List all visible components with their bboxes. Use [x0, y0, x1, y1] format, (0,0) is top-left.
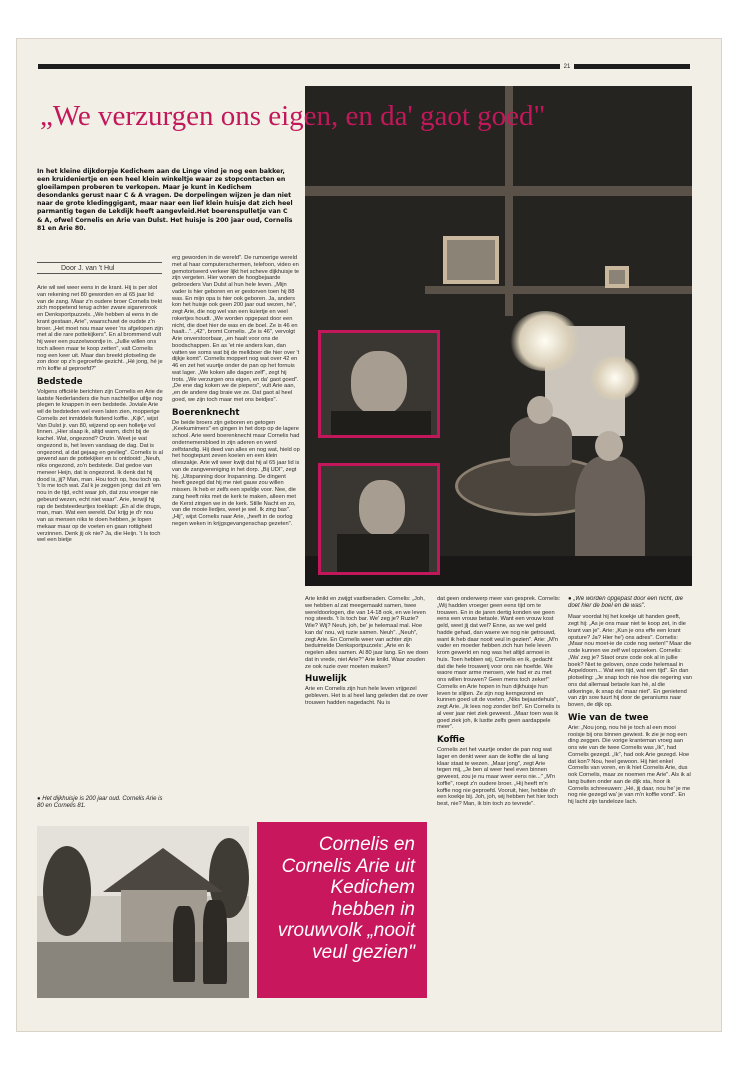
body-text: Cornelis zet het vuurtje onder de pan nog wat lager en denkt weer aan de koffie die al lang klaar staat te wezen. „Maar jong", zegt Arie tegen mij, „Je ben al weer heel even binnen geweest, zou je nu maar weer eens nie..." „M'n koffie", roept z'n oudere broer. „Hij heeft m'n koffie nog nie geproefd. Vooruit, hier, hebbie d'r een koekje bij. Joh, joh, wij hebben het hier toch best, nie? Man, ik bin toch zo tevrede".: [437, 747, 559, 807]
body-text: Volgens officiële berichten zijn Cornelis en Arie de laatste Nederlanders die hun nachtelijke uiltje nog plegen te knappen in een bedstede. Joviale Arie wil de bedsteden wel even laten zien, mopperige Cornelis zet inmiddels fluitend koffie. „Kijk", wijst Van Dulst jr. van 80, wijzend op een holletje vol linnen. „Hier slaap ik, altijd warm, dicht bij de kachel. Wat, ongezond? Onzin. Weet je wat ongezond is, het leven vandaag de dag. Dat is ongezond, al dat gejaag en gevlieg". Cornelis is al gewend aan de pottekijker en is ontdooid: „Neuh, niks ongezond, zo'n bedstede. Dat gedoe van meneer Heijn, dat is ongezond. Ik denk dat hij dood is, jij? Man, man. Hou toch op, hou toch op. 't Is me toch wat. Zal k je zeggen jong: dat zit 'em nou in de tijd, echt waar joh, dat zou vroeger nie gebeurd wezen, echt niet waar". Arie, terwijl hij rap de bedsteedeurtjes toeklapt: „En al die drugs, man, man. Wat een wereld. Da' krijg je d'r nou van as mensen niks te doen hebben, je lopen mekaar maar op de voeten en gaan rottigheid verzinnen. Denk jij ok nie? Ja, die Heijn. 't Is toch wel een bietje: [37, 388, 163, 544]
top-rule: [38, 64, 690, 69]
subheading-bedstede: Bedstede: [37, 376, 83, 387]
body-text: Arie: „Nou jong, nou hè je toch al een mooi rooisje bij ons binnen gewiest. Ik zie je nog een ding zeggen. Die vorige kranteman vroeg aan ons wie van de twee Cornelis was „Ik", had Cornelis gezegd. „Ik", had ook Arie gezegd. Hoe dat kon? Nou, heel gewoon. Hij hiet enkel Cornelis van voren, en ik hiet Cornelis Arie, dus ook Cornelis, maar ze noemen me Arie". Als ik al lang buiten onder aan de dijk sta, hoor ik Cornelis schreeuwen: „Hé, jij daar, nou he' je me nog nie gezegd wa' je van m'n koffie vond". En hij lacht zijn tandeloze lach.: [568, 724, 691, 806]
house-photo-caption: ● Het dijkhuisje is 200 jaar oud. Cornelis Arie is 80 en Cornelis 81.: [37, 796, 163, 810]
column-4: [437, 596, 561, 1000]
body-text: dat geen onderwerp meer van gesprek. Cornelis: „Wij hadden vroeger geen eens tijd om te trouwen. En in de jaren dertig konden we geen eens een vrouw betaole. Want een vrouw kost geld, weet jij dat wel? Enne, as we wel geld hadde gehad, dan waere we nog nie getrouwd, want ik heb daar nooit veul in gezien". Arie: „M'n vader en moeder hebben zich hun hele leven krom gewerkt en nog was het altijd armoei in huis. Toen hebben wij, Cornelis en ik, gedacht dat die hele trouwerij voor ons nie hoefde. We waore maor arme mensen, wie had er zu met ons willen trouwen? Geen mens toch zeker!" Cornelis en Arie hopen in hun dijkhuisje hun leven te slijten. Ze zijn nog kerngezond en kunnen goed uit de voeten. „Niks bejaardehuis", zegt Arie. „Ik lees nog zonder bril". En Cornelis is al veer jaar niet ziek geweest. „Maar toen was ik goed ziek joh, ik lustte zelfs geen aardappele meer".: [437, 596, 561, 731]
column-2: [172, 255, 300, 815]
body-text: De beide broers zijn geboren en getogen „Keekumimers" en gingen in het dorp op de lagere school. Arie werd boerenknecht maar Cornelis had ondernemersbloed in zijn aderen en werd zelfstandig. Hij deed van alles en nog wat, hield op het hoogtepunt zeven koeien en een klein olieszakje. Arie wil weer kwijt dat hij al 65 jaar lid is van de zangvereniging in het dorp. „Bij UDI", zegt hij. „Uitspanning door Inspanning. De dingent heeft gezegd dat hij me niet gauw zou willen missen. Ik heb er zelfs een speldje voor. Nee, die zang heeft niks met de kerk te maken, alleen met de Kerst zingen we in de kerk. Stille Nacht en zo, van die mooie liedjes, weet je wel. Ik zing bas". „Hij", wijst Cornelis naar Arie, „heeft in de oorlog negen weken in krijgsgevangenschap gezeten".: [172, 419, 300, 527]
interior-photo-caption: ● „We worden opgepast door een nicht, die doet hier de boel en de was".: [568, 596, 683, 610]
byline: Door J. van 't Hul: [37, 262, 162, 274]
body-text: Arie knikt en zwijgt vastberaden. Cornelis: „Joh, we hebben al zat meegemaakt samen, twee wereldoorlogen, die van 14-18 ook, en we leven nog steeds. 't Is toch bar. We' zeg je? Ruzie? Wie? Wij? Neuh, joh, be' je helemaal mal. Hoe kan da' nou, wij ruzie samen. Neuh". „Neuh", zegt Arie. En Cornelis weer van achter zijn beduimelde Denksportpuzzels: „Arie en ik regelen alles samen. Al 80 jaar lang. En we doen dat in vrede, niet Arie?" Arie knikt. Waar zouden ze ook ruzie over moeten maken?: [305, 596, 429, 670]
pull-quote: Cornelis en Cornelis Arie uit Kedichem hebben in vrouwvolk „nooit veul gezien": [257, 822, 427, 998]
portrait-inset-bottom: [318, 463, 440, 575]
column-3: [305, 596, 429, 818]
subheading-huwelijk: Huwelijk: [305, 674, 347, 685]
page-number: 21: [560, 63, 574, 71]
body-text: Arie en Cornelis zijn hun hele leven vrijgezel gebleven. Het is al heel lang geleden dat ze over trouwen hadden nagedacht. Nu is: [305, 686, 428, 706]
subheading-koffie: Koffie: [437, 735, 465, 745]
body-text: Arie wil wel weer eens in de krant. Hij is per slot van rekening net 80 geworden en al 65 jaar lid van de zang. Maar z'n oudere broer Cornelis trekt zich moppetend terug achter zware sigarenrook en Denksportpuzzels. „We hebben al eens in de krant gestaan, Arie", waarschuwt de oudste z'n broer. „Het moet nou maar weer 'ns afgelopen zijn met al die rare pottekijkers". En al brommend vult hij weer een puzzelwoordje in. „Jullie willen ons toch alleen maar te koop zetten", valt Cornelis nog een keer uit. Maar dan breekt plotseling de zon door op z'n gegroefde gezicht. „Hé jong, hé je m'n koffie al geproefd?": [37, 285, 163, 372]
intro-paragraph: In het kleine dijkdorpje Kedichem aan de Linge vind je nog een bakker, een kruideniertje en een heel klein winkeltje waar ze stopcontacten en gloeilampen proberen te verkopen. Maar je kunt in Kedichem desondanks gerust naar C & A vragen. De dorpelingen wijzen je dan niet naar de grote kledinggigant, maar naar een lief klein huisje dat zich heel parmantig tegen de Lekdijk heeft aangevleid.Het boerenspulletje van C & A, ofwel Cornelis en Arie van Dulst. Het huisje is 200 jaar oud, Cornelis 81 en Arie 80.: [37, 168, 293, 232]
house-photo: [37, 826, 249, 998]
headline: „We verzurgen ons eigen, en da' gaot goed": [40, 100, 546, 132]
portrait-inset-top: [318, 330, 440, 438]
subheading-wie-van-de-twee: Wie van de twee: [568, 712, 649, 723]
subheading-boerenknecht: Boerenknecht: [172, 407, 240, 418]
body-text: erg geworden in de wereld". De rumoerige wereld met al haar computerschermen, telefoon, video en gemotoriseerd verkeer lijkt het scheve dijkhuisje te zijn vergeten. Hier wonen de hoogbejaarde gebroeders Van Dulst al hun hele leven. „Mijn vader is hier geboren en er gestorven toen hij 88 was. En mijn opa is hier ook geboren. Ja, anders kon het huisje ook geen 200 jaar oud wezen, hè", zegt Arie, die nog wel van een kuiertje en veel rokertjes houdt. „We worden opgepast door een nicht, die doet hier de was en de boel. Ze is 46 en haalt...". „42", bromt Cornelis. „Ze is 46", vervolgt Arie onverstoorbaar, „en haalt voor ons de boodschappen. En as 'et nie anders kan, dan vatten we soms wat bij de melkboer die hier over 't dijkje komt". Cornelis moppert nog wat over 42 en 46 en zet het vuurtje onder de pan op het fornuis wat lager. „We koken alle dagen zelf", zegt hij trots. „We verzurgen ons eigen, en da' gaot goed". „De ene dag koken we de piepers", vult Arie aan, „en de andere dag braie we ze. Dat gaot al heel goed, we zijn toch maar met ons beidjes".: [172, 255, 300, 403]
column-1: [37, 285, 163, 815]
body-text: Maar voordat hij het koekje uit handen geeft, zegt hij: „As je ons maar niet te koop zet, in die krant van je". Arie: „Kun je ons effe een krant opsture? Ja? Hier he') ons adres". Cornelis: „Maar nou moet-ie de code nog weten!" Maar die code kunnen we zelf wel opzoeken. Cornelis: „Wa' zeg je? Staot onze code ook al in jullie boek? Niet te geloven, onze code helemaal in Aopeldoorn... Wat een tijd, wat een tijd". En dan plotseling: „Je snap toch nie hoe die regering van ons dat allemaal betaole kan hè, al die uitkeringe, ik snap da' maar niet". En genietend van zijn sow tuurt hij door de geraniums naar boven, de dijk op.: [568, 614, 692, 709]
column-5: [568, 596, 692, 1000]
